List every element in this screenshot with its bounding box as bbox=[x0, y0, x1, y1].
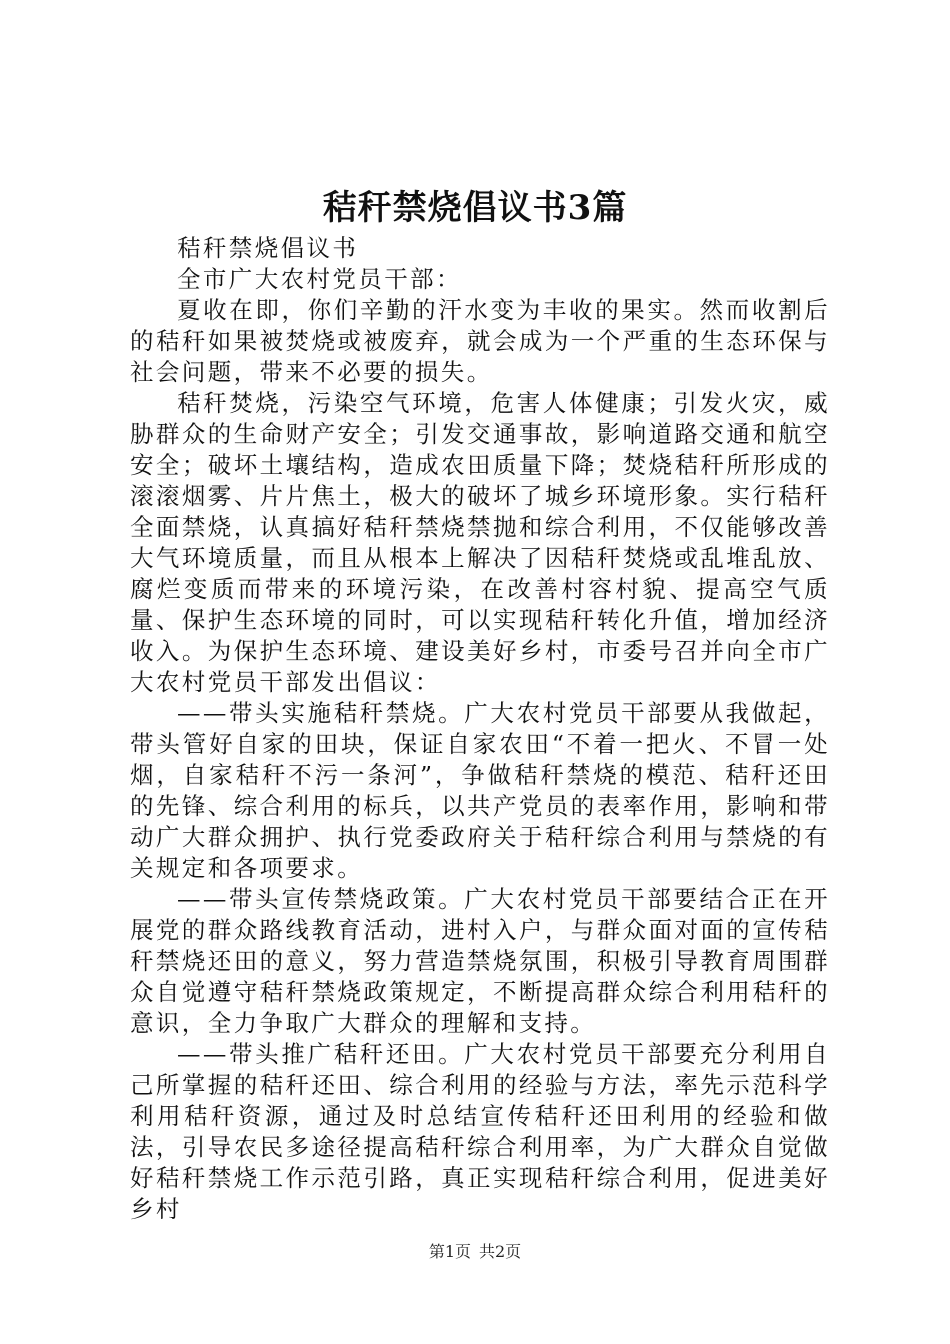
paragraph-initiative-1: ——带头实施秸秆禁烧。广大农村党员干部要从我做起，带头管好自家的田块，保证自家农田“不着一把火、不冒一处烟，自家秸秆不污一条河”，争做秸秆禁烧的模范、秸秆还田的先锋、综合利用的标兵，以共产党员的表率作用，影响和带动广大群众拥护、执行党委政府关于秸秆综合利用与禁烧的有关规定和各项要求。 bbox=[130, 699, 830, 882]
paragraph-initiative-2: ——带头宣传禁烧政策。广大农村党员干部要结合正在开展党的群众路线教育活动，进村入户，与群众面对面的宣传秸秆禁烧还田的意义，努力营造禁烧氛围，积极引导教育周围群众自觉遵守秸秆禁烧政策规定，不断提高群众综合利用秸秆的意识，全力争取广大群众的理解和支持。 bbox=[130, 885, 830, 1037]
paragraph-intro: 夏收在即，你们辛勤的汗水变为丰收的果实。然而收割后的秸秆如果被焚烧或被废弃，就会成为一个严重的生态环保与社会问题，带来不必要的损失。 bbox=[130, 296, 830, 386]
paragraph-harms: 秸秆焚烧，污染空气环境，危害人体健康；引发火灾，威胁群众的生命财产安全；引发交通事故，影响道路交通和航空安全；破坏土壤结构，造成农田质量下降；焚烧秸秆所形成的滚滚烟雾、片片焦土，极大的破坏了城乡环境形象。实行秸秆全面禁烧，认真搞好秸秆禁烧禁抛和综合利用，不仅能够改善大气环境质量，而且从根本上解决了因秸秆焚烧或乱堆乱放、腐烂变质而带来的环境污染，在改善村容村貌、提高空气质量、保护生态环境的同时，可以实现秸秆转化升值，增加经济收入。为保护生态环境、建设美好乡村，市委号召并向全市广大农村党员干部发出倡议： bbox=[130, 389, 830, 696]
page-footer bbox=[0, 1240, 950, 1264]
paragraph-subtitle: 秸秆禁烧倡议书 bbox=[177, 234, 359, 262]
page-title: 秸秆禁烧倡议书3篇 bbox=[322, 188, 628, 228]
page-number: 第1页 bbox=[428, 1242, 471, 1261]
document-body bbox=[130, 233, 830, 1225]
page-total: 共2页 bbox=[479, 1242, 522, 1261]
paragraph-salutation: 全市广大农村党员干部： bbox=[177, 265, 462, 293]
paragraph-initiative-3: ——带头推广秸秆还田。广大农村党员干部要充分利用自己所掌握的秸秆还田、综合利用的经验与方法，率先示范科学利用秸秆资源，通过及时总结宣传秸秆还田利用的经验和做法，引导农民多途径提高秸秆综合利用率，为广大群众自觉做好秸秆禁烧工作示范引路，真正实现秸秆综合利用，促进美好乡村 bbox=[130, 1040, 830, 1223]
